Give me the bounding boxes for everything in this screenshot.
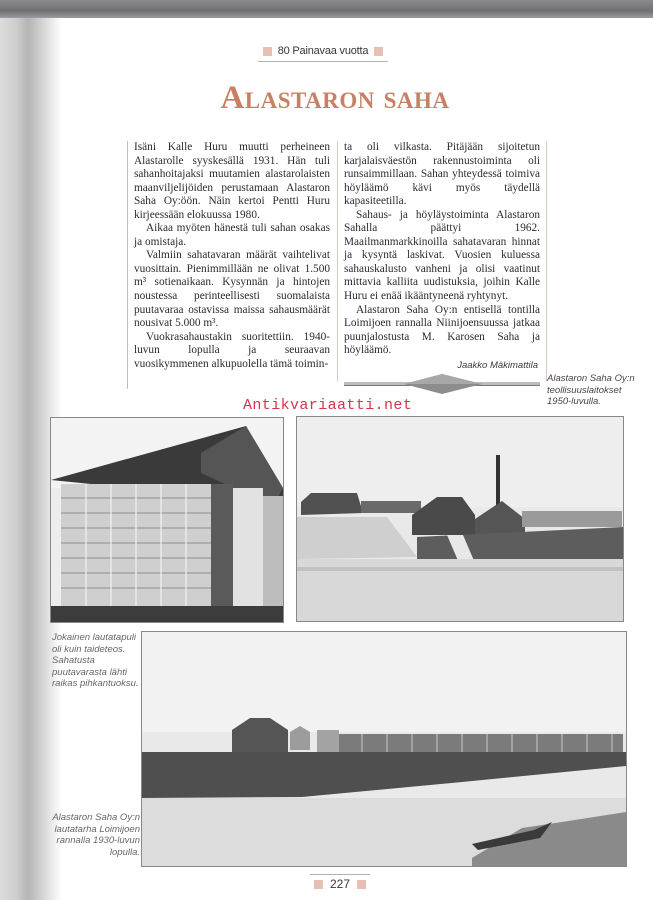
paragraph: Sahaus- ja höyläystoiminta Alastaron Sahalla päättyi 1962. Maailmanmarkkinoilla sahatavaran hinnat ja kysyntä laskivat. Vuosien kuluessa sahauskalusto vanheni ja olisi vaatinut mittavia kalliita uudistuksia, joihin Kalle Huru ei enää ikääntyneenä ryhtynyt. (344, 208, 540, 303)
caption-lumber-yard: Alastaron Saha Oy:n lautatarha Loimijoen rannalla 1930-luvun lopulla. (52, 812, 140, 858)
paragraph: Alastaron Saha Oy:n entisellä tontilla Loimijoen rannalla Niinijoensuussa jatkaa puunjalostusta M. Karosen Saha ja höyläämö. (344, 303, 540, 357)
watermark: Antikvariaatti.net (243, 397, 413, 414)
text-column-2 (337, 141, 547, 381)
paragraph: Aikaa myöten hänestä tuli sahan osakas ja omistaja. (134, 222, 330, 248)
caption-lumber-stack: Jokainen lautatapuli oli kuin taideteos. Sahatusta puutavarasta lähti raikas pihkantuoksu. (52, 632, 139, 689)
text-column-1 (127, 141, 330, 389)
paragraph: Valmiin sahatavaran määrät vaihtelivat vuosittain. Pienimmillään ne olivat 1.500 m³ sotienaikaan. Kysynnän ja hintojen noustessa perinteellisesti suomalaista puutavaraa ostavissa maissa sahausmäärät nousivat 5.000 m³. (134, 249, 330, 330)
diamond-divider-icon (342, 372, 542, 396)
page-number (310, 874, 370, 893)
running-head (258, 41, 388, 62)
paragraph: Vuokrasahaustakin suoritettiin. 1940-luvun lopulla ja seuraavan vuosikymmenen alkupuolella tämä toimin- (134, 330, 330, 370)
page-number-text: 227 (329, 877, 351, 891)
paragraph: ta oli vilkasta. Pitäjään sijoitetun karjalaisväestön rakennustoiminta oli runsaimmillaan. Sahan yhteydessä toimiva höyläämö kävi myös täydellä kapasiteetilla. (344, 141, 540, 208)
square-ornament-icon (263, 47, 272, 56)
square-ornament-icon (314, 880, 323, 889)
photo-factory (296, 416, 624, 622)
photo-lumber-stack (50, 417, 284, 623)
running-head-text: 80 Painavaa vuotta (277, 45, 369, 57)
paragraph: Isäni Kalle Huru muutti perheineen Alastarolle syyskesällä 1931. Hän tuli sahanhoitajaksi muutamien alastarolaisten maanviljelijöiden perustamaan Alastaron Saha Oy:öön. Näin kertoi Pentti Huru kirjeessään elokuussa 1980. (134, 141, 330, 221)
square-ornament-icon (357, 880, 366, 889)
author-byline: Jaakko Mäkimattila (457, 360, 538, 371)
photo-lumber-yard (141, 631, 627, 867)
article-title: Alastaron saha (220, 80, 450, 116)
scan-top-edge (0, 0, 653, 18)
caption-factory: Alastaron Saha Oy:n teollisuuslaitokset 1950-luvulla. (547, 373, 635, 407)
square-ornament-icon (374, 47, 383, 56)
